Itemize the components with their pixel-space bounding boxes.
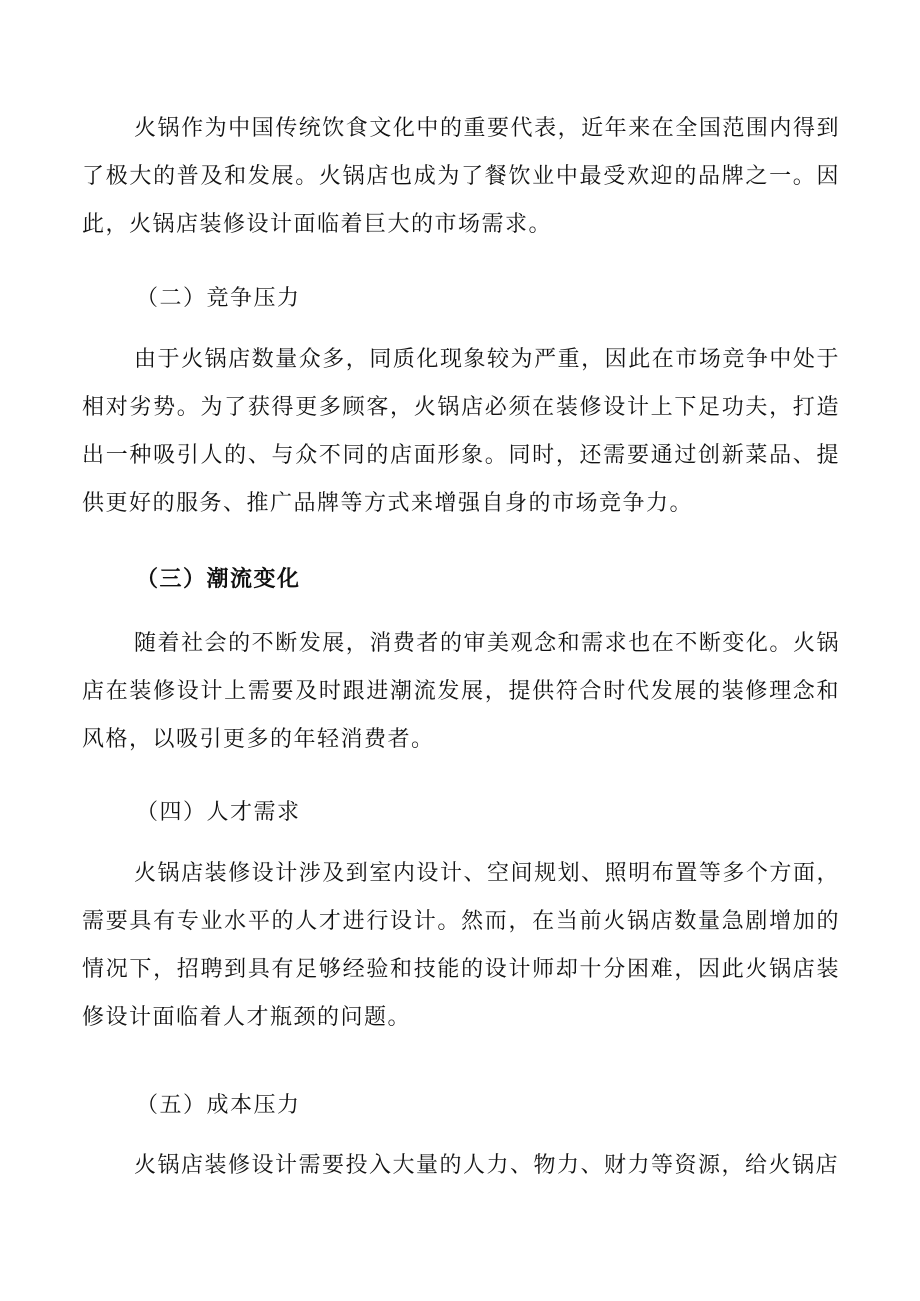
paragraph-cost-pressure: 火锅店装修设计需要投入大量的人力、物力、财力等资源，给火锅店 — [134, 1153, 840, 1178]
paragraph-talent-demand: 火锅店装修设计涉及到室内设计、空间规划、照明布置等多个方面，需要具有专业水平的人才进行设计。然而，在当前火锅店数量急剧增加的情况下，招聘到具有足够经验和技能的设计师却十分困难，因此火锅店装修设计面临着人才瓶颈的问题。 — [82, 861, 840, 1030]
paragraph-competition-pressure: 由于火锅店数量众多，同质化现象较为严重，因此在市场竞争中处于相对劣势。为了获得更多顾客，火锅店必须在装修设计上下足功夫，打造出一种吸引人的、与众不同的店面形象。同时，还需要通过创新菜品、提供更好的服务、推广品牌等方式来增强自身的市场竞争力。 — [82, 347, 840, 516]
paragraph-trend-change: 随着社会的不断发展，消费者的审美观念和需求也在不断变化。火锅店在装修设计上需要及时跟进潮流发展，提供符合时代发展的装修理念和风格，以吸引更多的年轻消费者。 — [82, 631, 840, 752]
heading-cost-pressure: （五）成本压力 — [136, 1093, 301, 1118]
heading-trend-change: （三）潮流变化 — [136, 566, 301, 592]
heading-talent-demand: （四）人才需求 — [136, 800, 301, 825]
heading-competition-pressure: （二）竞争压力 — [136, 286, 301, 311]
paragraph-market-demand: 火锅作为中国传统饮食文化中的重要代表，近年来在全国范围内得到了极大的普及和发展。火锅店也成为了餐饮业中最受欢迎的品牌之一。因此，火锅店装修设计面临着巨大的市场需求。 — [82, 116, 840, 237]
